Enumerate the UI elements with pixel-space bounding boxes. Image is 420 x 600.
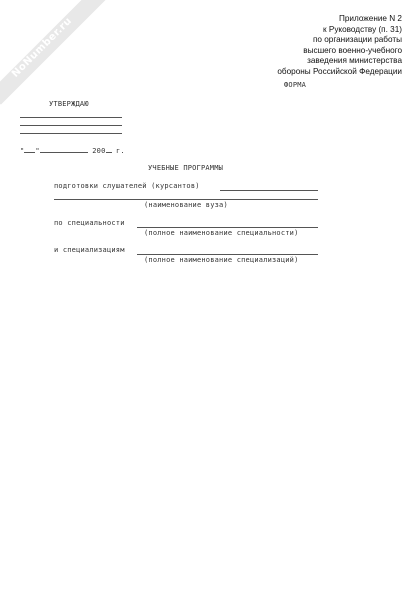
- annex-line: высшего военно-учебного: [303, 45, 402, 55]
- annex-line: по организации работы: [312, 35, 402, 45]
- specialization-blank: [137, 254, 318, 255]
- year-suffix: г.: [115, 147, 125, 155]
- specialty-blank: [137, 227, 318, 228]
- day-blank: [24, 145, 35, 153]
- specialization-caption: (полное наименование специализаций): [144, 256, 299, 264]
- approve-label: УТВЕРЖДАЮ: [49, 100, 89, 108]
- year-blank: [106, 145, 112, 153]
- training-label: подготовки слушателей (курсантов): [54, 182, 200, 190]
- month-blank: [40, 145, 88, 153]
- program-title: УЧЕБНЫЕ ПРОГРАММЫ: [148, 164, 224, 172]
- annex-line: Приложение N 2: [338, 14, 402, 23]
- watermark-band: [0, 0, 121, 105]
- signature-line: [20, 117, 122, 118]
- form-label: ФОРМА: [284, 81, 307, 89]
- year-prefix: 200: [92, 147, 106, 155]
- specialty-label: по специальности: [54, 219, 125, 227]
- annex-note: [252, 14, 402, 78]
- date-quote-close: ": [35, 147, 40, 155]
- institution-caption: (наименование вуза): [144, 201, 228, 209]
- watermark-text: NoNumber.ru: [10, 15, 75, 80]
- specialization-label: и специализациям: [54, 246, 125, 254]
- institution-blank: [54, 199, 318, 200]
- signature-line: [20, 125, 122, 126]
- annex-line: заведения министерства: [307, 56, 402, 66]
- date-quote-open: ": [20, 147, 25, 155]
- signature-line: [20, 133, 122, 134]
- annex-line: к Руководству (п. 31): [323, 24, 402, 34]
- annex-line: обороны Российской Федерации: [277, 66, 402, 76]
- approval-date: [20, 145, 125, 155]
- training-blank: [220, 190, 318, 191]
- specialty-caption: (полное наименование специальности): [144, 229, 299, 237]
